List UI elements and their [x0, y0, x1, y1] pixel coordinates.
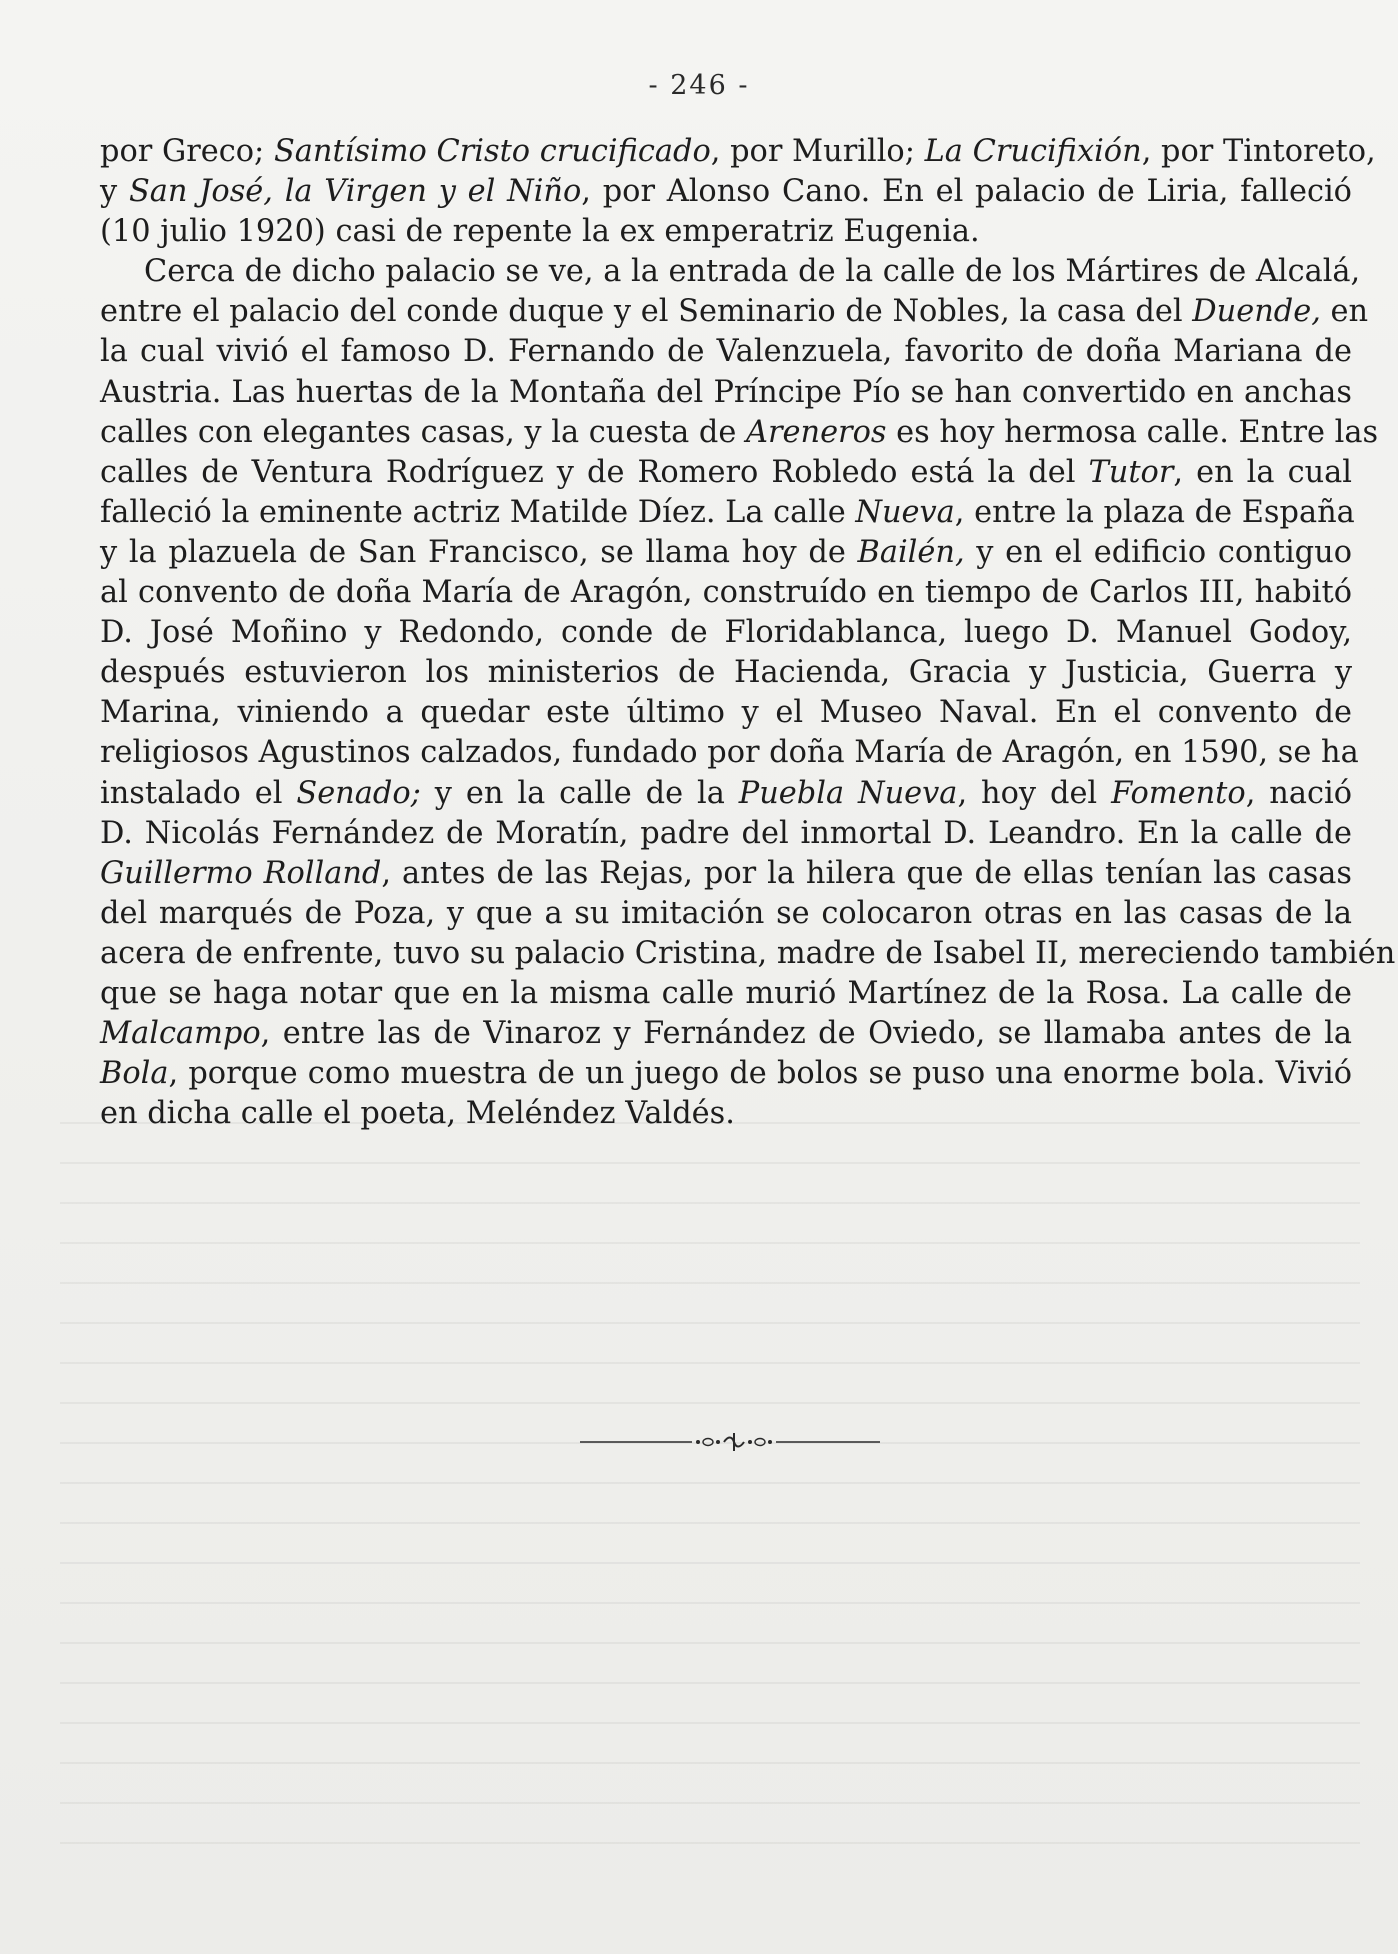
page-number: - 246 -: [648, 70, 750, 101]
text-line: [100, 894, 1352, 934]
text-run: y en la calle de la: [420, 775, 739, 811]
text-line: [100, 974, 1352, 1014]
text-run: , por Tintoreto,: [1141, 134, 1376, 169]
text-run: y en el edificio contiguo: [964, 534, 1352, 570]
text-run: Marina, viniendo a quedar este último y el Museo Naval. En el convento de: [100, 695, 1352, 731]
text-line: [100, 533, 1352, 573]
text-run: y: [100, 174, 129, 210]
text-line: [100, 573, 1352, 613]
text-run: calles con elegantes casas, y la cuesta de: [100, 414, 747, 450]
text-line: [100, 172, 1352, 212]
italic-title: La Crucifixión: [924, 134, 1142, 169]
text-run: , entre las de Vinaroz y Fernández de Oviedo, se llamaba antes de la: [260, 1016, 1352, 1052]
show-through-texture: [60, 1100, 1360, 1860]
text-line: [100, 132, 1376, 172]
text-run: Cerca de dicho palacio se ve, a la entrada de la calle de los Mártires de Alcalá,: [144, 254, 1361, 290]
text-run: instalado el: [100, 775, 297, 811]
text-run: al convento de doña María de Aragón, construído en tiempo de Carlos III, habitó: [100, 575, 1352, 611]
text-line: [100, 453, 1352, 493]
text-run: (10 julio 1920) casi de repente la ex emperatriz Eugenia.: [100, 214, 980, 250]
text-run: es hoy hermosa calle. Entre las: [886, 414, 1379, 450]
text-run: D. Nicolás Fernández de Moratín, padre del inmortal D. Leandro. En la calle de: [100, 815, 1352, 851]
section-divider-ornament: [580, 1430, 880, 1454]
text-line: [100, 774, 1352, 814]
text-run: y la plazuela de San Francisco, se llama hoy de: [100, 534, 858, 570]
text-line: [100, 1054, 1352, 1094]
divider-dot: [696, 1440, 700, 1444]
text-run: , antes de las Rejas, por la hilera que de ellas tenían las casas: [381, 855, 1353, 891]
text-run: la cual vivió el famoso D. Fernando de Valenzuela, favorito de doña Mariana de: [100, 334, 1352, 370]
divider-dot: [748, 1440, 752, 1444]
text-line: [100, 292, 1369, 332]
text-run: , entre la plaza de España: [954, 494, 1355, 530]
text-run: , porque como muestra de un juego de bolos se puso una enorme bola. Vivió: [168, 1056, 1352, 1092]
text-line: [100, 934, 1396, 974]
italic-title: Bola: [100, 1056, 169, 1092]
text-run: D. José Moñino y Redondo, conde de Floridablanca, luego D. Manuel Godoy,: [100, 615, 1352, 651]
body-text: [100, 132, 1396, 1134]
text-line: [100, 613, 1352, 653]
text-line: [100, 653, 1352, 693]
text-run: en: [1320, 294, 1369, 330]
italic-title: Duende,: [1192, 294, 1321, 330]
italic-title: Santísimo Cristo crucificado: [273, 134, 711, 169]
text-line: [100, 493, 1355, 533]
divider-dot: [716, 1440, 720, 1444]
italic-title: Areneros: [746, 414, 887, 450]
text-line: [100, 854, 1352, 894]
divider-dot: [768, 1440, 772, 1444]
text-run: Austria. Las huertas de la Montaña del Príncipe Pío se han convertido en anchas: [100, 374, 1352, 410]
italic-title: Nueva: [855, 494, 955, 530]
text-run: , en la cual: [1173, 454, 1352, 490]
text-run: acera de enfrente, tuvo su palacio Cristina, madre de Isabel II, mereciendo también: [100, 935, 1396, 971]
text-run: , por Murillo;: [710, 134, 925, 169]
italic-title: Guillermo Rolland: [100, 855, 382, 891]
text-run: del marqués de Poza, y que a su imitación se colocaron otras en las casas de la: [100, 895, 1352, 931]
text-line: [100, 373, 1352, 413]
italic-title: Malcampo: [100, 1016, 261, 1052]
text-run: que se haga notar que en la misma calle murió Martínez de la Rosa. La calle de: [100, 975, 1352, 1011]
text-run: , nació: [1245, 775, 1353, 811]
italic-title: Tutor: [1088, 454, 1174, 490]
text-run: religiosos Agustinos calzados, fundado por doña María de Aragón, en 1590, se ha: [100, 735, 1359, 771]
text-run: por Greco;: [100, 134, 274, 169]
text-line: [100, 1094, 1352, 1134]
italic-title: Senado;: [296, 775, 421, 811]
italic-title: Puebla Nueva: [738, 775, 958, 811]
text-line: [100, 413, 1379, 453]
divider-center-flourish: [724, 1433, 744, 1451]
text-line: [100, 1014, 1352, 1054]
text-line: [100, 212, 1352, 252]
text-run: calles de Ventura Rodríguez y de Romero Robledo está la del: [100, 454, 1089, 490]
text-line: [100, 814, 1352, 854]
text-line: [100, 693, 1352, 733]
italic-title: Fomento: [1111, 775, 1246, 811]
divider-ring: [755, 1439, 765, 1446]
text-run: entre el palacio del conde duque y el Seminario de Nobles, la casa del: [100, 294, 1193, 330]
text-run: después estuvieron los ministerios de Hacienda, Gracia y Justicia, Guerra y: [100, 655, 1352, 691]
text-run: , por Alonso Cano. En el palacio de Liria, falleció: [581, 174, 1352, 210]
text-run: , hoy del: [957, 775, 1112, 811]
italic-title: Bailén,: [857, 534, 965, 570]
text-line: [100, 733, 1359, 773]
text-run: falleció la eminente actriz Matilde Díez. La calle: [100, 494, 856, 530]
text-run: en dicha calle el poeta, Meléndez Valdés.: [100, 1096, 735, 1132]
text-line: [100, 332, 1352, 372]
text-line: [100, 252, 1361, 292]
divider-ring: [703, 1439, 713, 1446]
italic-title: San José, la Virgen y el Niño: [128, 174, 582, 210]
